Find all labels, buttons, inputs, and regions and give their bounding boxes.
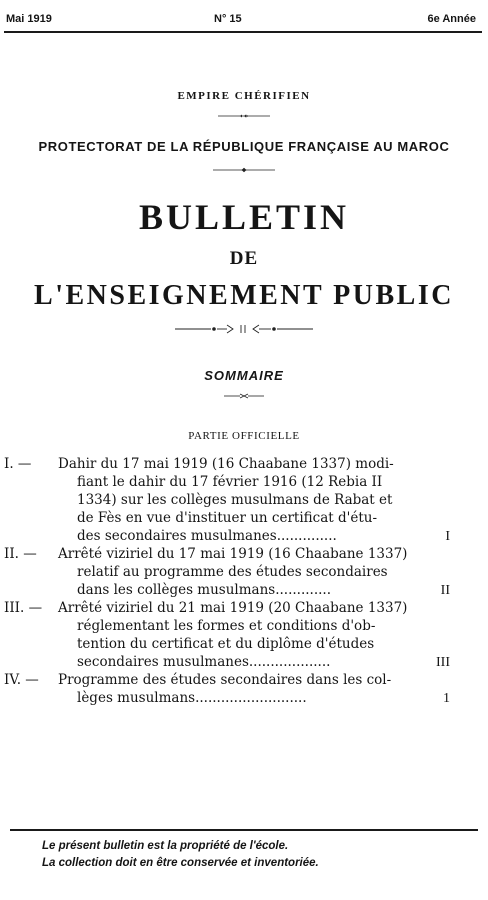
section-heading: PARTIE OFFICIELLE — [188, 430, 300, 442]
entry-line: Arrêté viziriel du 21 mai 1919 (20 Chaabane 1337) — [58, 600, 408, 616]
ornament-rule — [213, 167, 275, 173]
ornament-divider — [175, 323, 313, 335]
ornament-rule — [218, 113, 270, 119]
entry-number: IV. — — [4, 672, 39, 688]
bulletin-title: BULLETIN — [138, 197, 350, 237]
empire-heading: EMPIRE CHÉRIFIEN — [177, 90, 311, 102]
entry-number: III. — — [4, 600, 43, 616]
entry-line: dans les collèges musulmans............. — [77, 582, 331, 598]
entry-line: Arrêté viziriel du 17 mai 1919 (16 Chaabane 1337) — [58, 546, 408, 562]
ornament-rule — [224, 393, 264, 399]
entry-line: Dahir du 17 mai 1919 (16 Chaabane 1337) modi- — [58, 456, 394, 472]
entry-line: Programme des études secondaires dans les col- — [58, 672, 392, 688]
entry-line: fiant le dahir du 17 février 1916 (12 Rebia II — [77, 474, 383, 490]
entry-line: des secondaires musulmanes.............. — [77, 528, 337, 544]
entry-number: II. — — [4, 546, 37, 562]
footer-note: La collection doit en être conservée et inventoriée. — [42, 857, 319, 869]
entry-page: II — [440, 583, 450, 598]
entry-line: relatif au programme des études secondaires — [77, 564, 388, 580]
header-rule — [4, 31, 482, 33]
entry-page: III — [436, 655, 450, 670]
protectorat-heading: PROTECTORAT DE LA RÉPUBLIQUE FRANÇAISE AU MAROC — [38, 139, 450, 154]
title-de: DE — [229, 248, 259, 269]
entry-number: I. — — [4, 456, 32, 472]
entry-line: secondaires musulmanes................... — [77, 654, 331, 670]
entry-line: de Fès en vue d'instituer un certificat d'étu- — [77, 510, 378, 526]
footer-note: Le présent bulletin est la propriété de l'école. — [42, 840, 289, 852]
entry-line: lèges musulmans.......................... — [77, 690, 307, 706]
entry-line: 1334) sur les collèges musulmans de Rabat et — [77, 492, 393, 508]
footer-rule — [10, 829, 478, 831]
entry-page: I — [445, 529, 450, 544]
issue-date: Mai 1919 — [6, 13, 52, 25]
issue-number: N° 15 — [214, 13, 242, 25]
publication-subtitle: L'ENSEIGNEMENT PUBLIC — [34, 280, 454, 311]
entry-line: réglementant les formes et conditions d'ob- — [77, 618, 376, 634]
entry-line: tention du certificat et du diplôme d'études — [77, 636, 375, 652]
issue-year: 6e Année — [427, 13, 476, 25]
sommaire-heading: SOMMAIRE — [204, 368, 284, 383]
entry-page: 1 — [443, 691, 450, 706]
